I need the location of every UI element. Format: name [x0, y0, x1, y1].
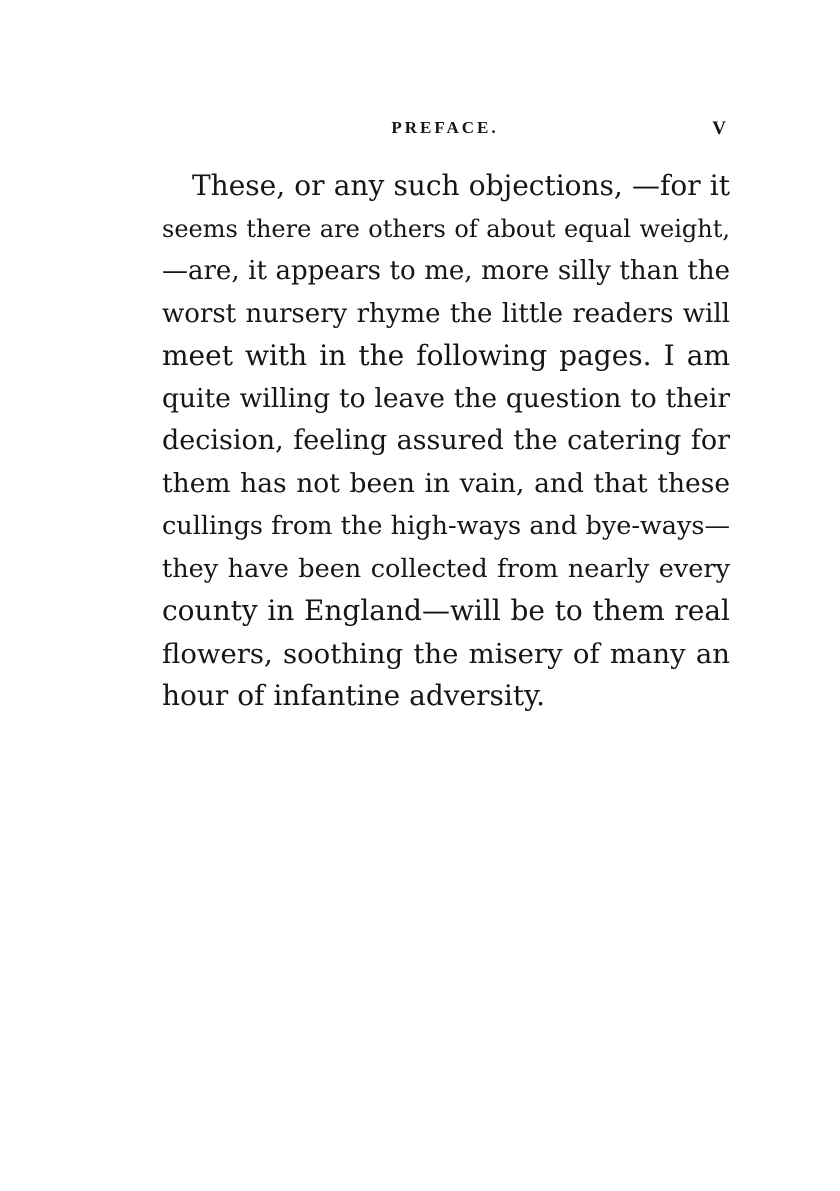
text-line: flowers, soothing the misery of many an	[162, 637, 730, 670]
text-line: decision, feeling assured the catering for	[162, 425, 730, 456]
running-head: PREFACE.	[391, 118, 499, 137]
text-line: meet with in the following pages. I am	[162, 339, 730, 372]
page-header	[160, 118, 730, 142]
page-number: V	[712, 118, 726, 139]
text-line: quite willing to leave the question to their	[162, 382, 730, 414]
text-line: them has not been in vain, and that these	[162, 467, 730, 499]
text-line: These, or any such objections, —for it	[192, 169, 730, 202]
text-line: county in England—will be to them real	[162, 594, 730, 627]
text-line: worst nursery rhyme the little readers will	[162, 298, 730, 329]
text-line: hour of infantine adversity.	[162, 679, 546, 712]
text-line: —are, it appears to me, more silly than the	[162, 256, 730, 286]
preface-paragraph	[162, 165, 730, 718]
text-line: cullings from the high-ways and bye-ways—	[162, 511, 730, 541]
text-line: they have been collected from nearly every	[162, 553, 730, 584]
text-line: seems there are others of about equal weight,	[162, 214, 730, 243]
